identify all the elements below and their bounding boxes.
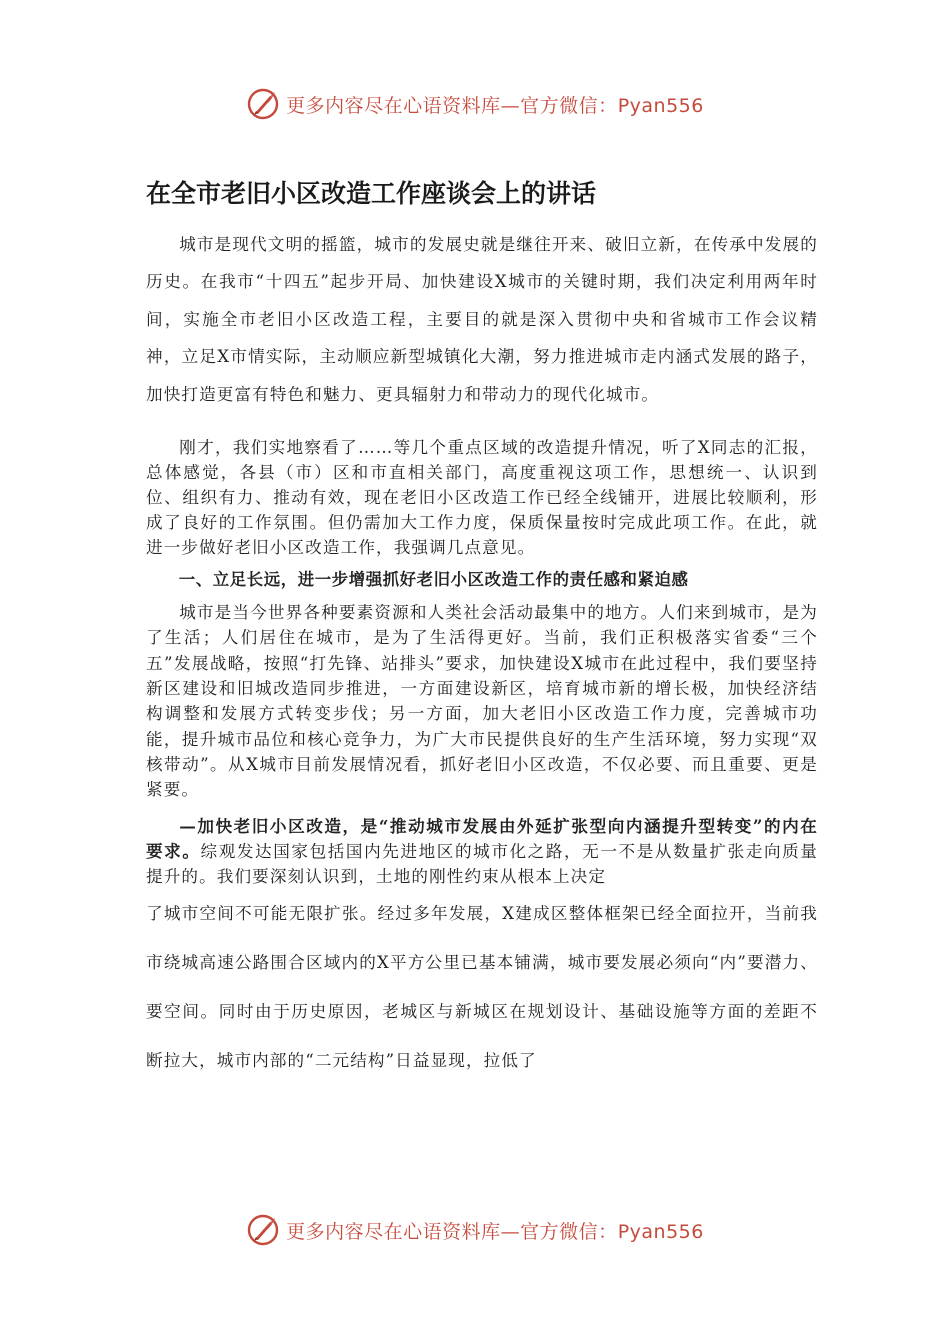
document-body (146, 226, 818, 1085)
footer-dash: — (500, 1220, 521, 1243)
subpoint-paragraph (146, 814, 818, 889)
subpoint-continuation: 了城市空间不可能无限扩张。经过多年发展，X建成区整体框架已经全面拉开，当前我市绕城高速公路围合区域内的X平方公里已基本铺满，城市要发展必须向“内”要潜力、要空间。同时由于历史原因，老城区与新城区在规划设计、基础设施等方面的差距不断拉大，城市内部的“二元结构”日益显现，拉低了 (146, 904, 818, 1071)
footer-banner-text (286, 1217, 704, 1244)
footer-contact-label: 官方微信： (520, 1220, 618, 1243)
footer-banner (0, 1210, 950, 1250)
quill-logo-icon (246, 87, 280, 121)
header-contact-label: 官方微信： (520, 94, 618, 117)
quill-logo-icon (246, 1213, 280, 1247)
header-dash: — (500, 94, 521, 117)
subpoint-text-a: 综观发达国家包括国内先进地区的城市化之路，无一不是从数量扩张走向质量提升的。我们要深刻认识到，土地的刚性约束从根本上决定 (146, 842, 818, 887)
progress-paragraph: 刚才，我们实地察看了……等几个重点区域的改造提升情况，听了X同志的汇报，总体感觉，各县（市）区和市直相关部门，高度重视这项工作，思想统一、认识到位、组织有力、推动有效，现在老旧小区改造工作已经全线铺开，进展比较顺利，形成了良好的工作氛围。但仍需加大工作力度，保质保量按时完成此项工作。在此，就进一步做好老旧小区改造工作，我强调几点意见。 (146, 438, 818, 558)
section-paragraph: 城市是当今世界各种要素资源和人类社会活动最集中的地方。人们来到城市，是为了生活；人们居住在城市，是为了生活得更好。当前，我们正积极落实省委“三个五”发展战略，按照“打先锋、站排头”要求，加快建设X城市在此过程中，我们要坚持新区建设和旧城改造同步推进，一方面建设新区，培育城市新的增长极，加快经济结构调整和发展方式转变步伐；另一方面，加大老旧小区改造工作力度，完善城市功能，提升城市品位和核心竞争力，为广大市民提供良好的生产生活环境，努力实现“双核带动”。从X城市目前发展情况看，抓好老旧小区改造，不仅必要、而且重要、更是紧要。 (146, 603, 818, 800)
subpoint-lead: —加快老旧小区改造，是“推动城市发展由外延扩张型向内涵提升型转变”的内在要求。 (146, 816, 818, 862)
header-brand: 更多内容尽在心语资料库 (286, 94, 501, 117)
section-heading: 一、立足长远，进一步增强抓好老旧小区改造工作的责任感和紧迫感 (178, 570, 689, 590)
intro-paragraph: 城市是现代文明的摇篮，城市的发展史就是继往开来、破旧立新，在传承中发展的历史。在我市“十四五”起步开局、加快建设X城市的关键时期，我们决定利用两年时间，实施全市老旧小区改造工程，主要目的就是深入贯彻中央和省城市工作会议精神，立足X市情实际，主动顺应新型城镇化大潮，努力推进城市走内涵式发展的路子，加快打造更富有特色和魅力、更具辐射力和带动力的现代化城市。 (146, 235, 818, 404)
footer-contact-id: Pyan556 (617, 1220, 704, 1243)
header-banner-text (286, 91, 704, 118)
header-contact-id: Pyan556 (617, 94, 704, 117)
header-banner (0, 84, 950, 124)
footer-brand: 更多内容尽在心语资料库 (286, 1220, 501, 1243)
page-title: 在全市老旧小区改造工作座谈会上的讲话 (146, 179, 597, 208)
